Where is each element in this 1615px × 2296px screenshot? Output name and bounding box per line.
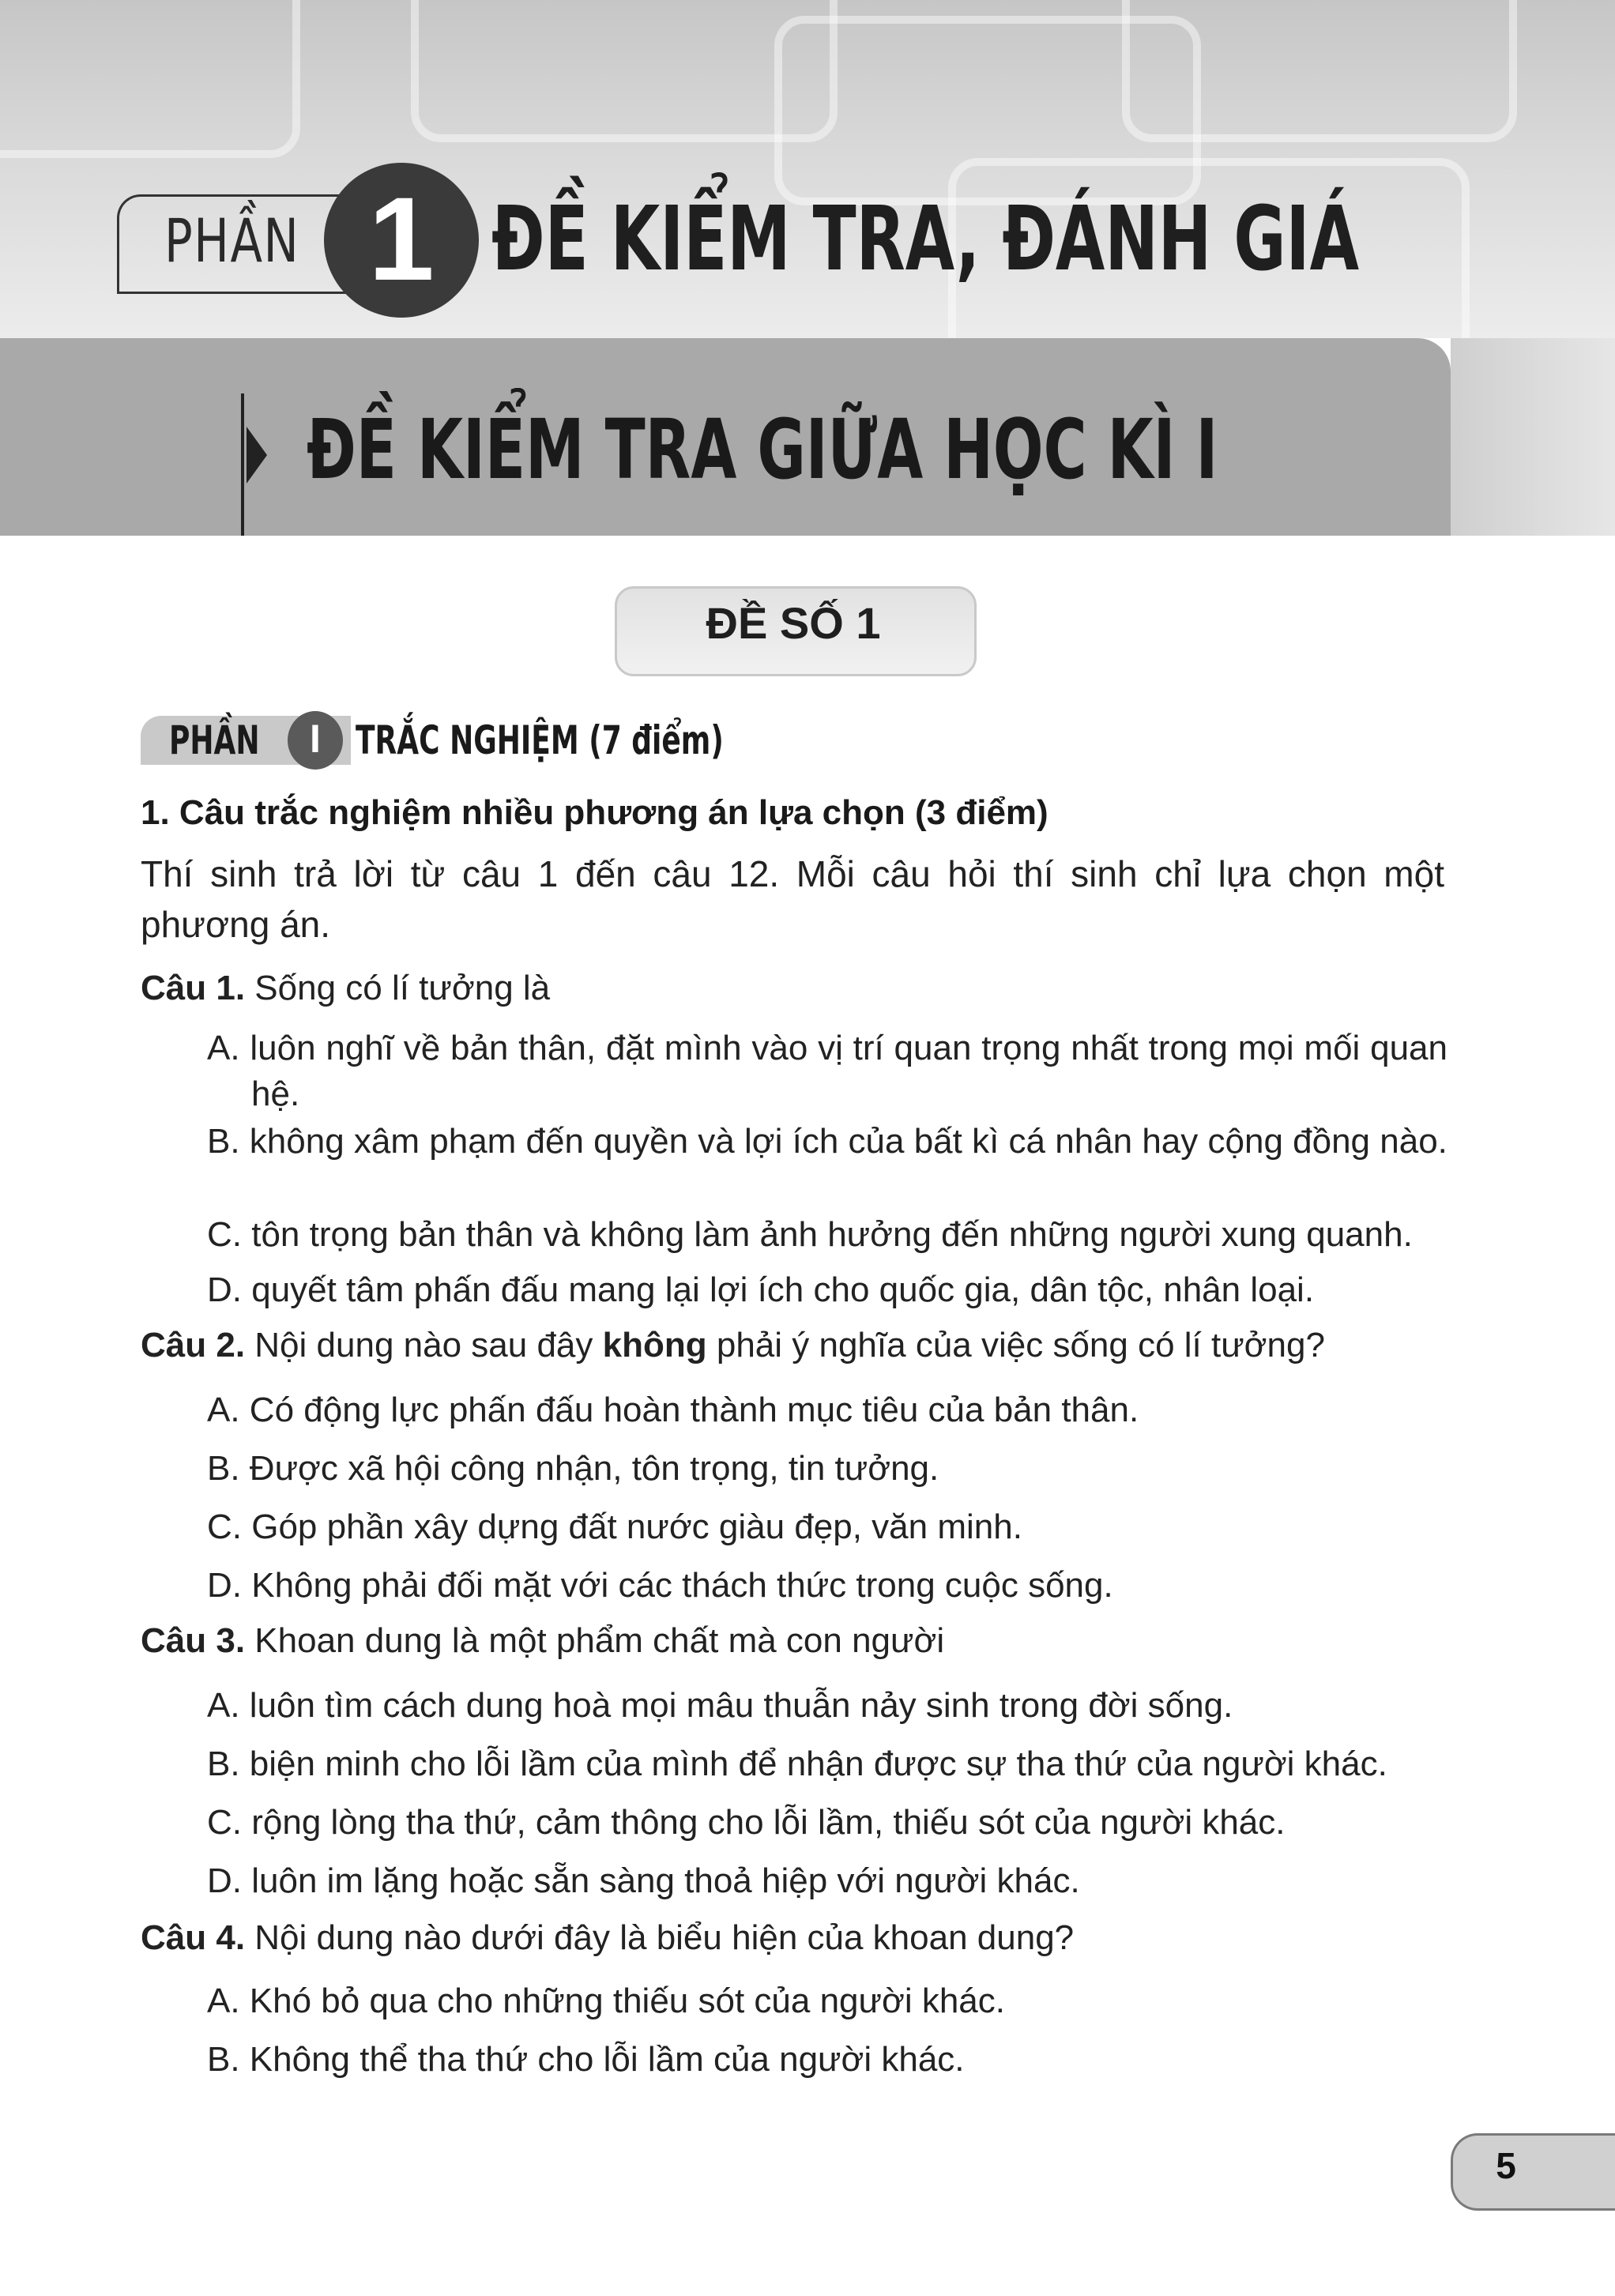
section-badge-number: I [310,717,321,761]
section-banner-edge [1451,338,1615,536]
question-4 [141,1918,1074,1958]
question-1 [141,969,550,1008]
option-2c: C. Góp phần xây dựng đất nước giàu đẹp, văn minh. [207,1507,1022,1546]
question-text-before: Nội dung nào sau đây [254,1326,593,1364]
option-2b: B. Được xã hội công nhận, tôn trọng, tin tưởng. [207,1449,939,1488]
exam-label: ĐỀ SỐ 1 [706,598,881,648]
option-4b: B. Không thể tha thứ cho lỗi lầm của người khác. [207,2040,965,2079]
page-number: 5 [1496,2145,1516,2186]
option-2d: D. Không phải đối mặt với các thách thức trong cuộc sống. [207,1566,1113,1605]
option-1a: A. luôn nghĩ về bản thân, đặt mình vào vị trí quan trọng nhất trong mọi mối quan hệ. [207,1029,1447,1113]
option-1b: B. không xâm phạm đến quyền và lợi ích của bất kì cá nhân hay cộng đồng nào. [207,1122,1447,1161]
option-2a: A. Có động lực phấn đấu hoàn thành mục tiêu của bản thân. [207,1391,1139,1429]
section-rule [241,393,244,536]
section-title: ĐỀ KIỂM TRA GIỮA HỌC KÌ I [307,401,1218,498]
option-3d: D. luôn im lặng hoặc sẵn sàng thoả hiệp với người khác. [207,1861,1080,1900]
option-3b: B. biện minh cho lỗi lầm của mình để nhận được sự tha thứ của người khác. [207,1745,1387,1783]
part-number: 1 [368,172,435,305]
header-decoration [1122,0,1517,142]
header-decoration [0,0,300,158]
subheading: 1. Câu trắc nghiệm nhiều phương án lựa chọn (3 điểm) [141,793,1048,832]
section-title-mc: TRẮC NGHIỆM (7 điểm) [356,717,724,763]
header-decoration [411,0,838,142]
section-arrow-icon [247,427,267,484]
instruction: Thí sinh trả lời từ câu 1 đến câu 12. Mỗi câu hỏi thí sinh chỉ lựa chọn một phương án. [141,853,1444,945]
option-1c: C. tôn trọng bản thân và không làm ảnh hưởng đến những người xung quanh. [207,1215,1413,1254]
question-text-after: phải ý nghĩa của việc sống có lí tưởng? [716,1326,1325,1364]
option-3c: C. rộng lòng tha thứ, cảm thông cho lỗi lầm, thiếu sót của người khác. [207,1803,1286,1842]
question-text: Nội dung nào dưới đây là biểu hiện của khoan dung? [254,1918,1075,1957]
question-number: Câu 3. [141,1621,246,1660]
question-3 [141,1621,944,1661]
question-text: Sống có lí tưởng là [254,969,551,1007]
part-label: PHẦN [164,205,300,276]
question-2 [141,1326,1325,1365]
option-4a: A. Khó bỏ qua cho những thiếu sót của người khác. [207,1982,1005,2020]
option-1d: D. quyết tâm phấn đấu mang lại lợi ích cho quốc gia, dân tộc, nhân loại. [207,1270,1315,1309]
question-number: Câu 1. [141,969,246,1007]
question-number: Câu 4. [141,1918,246,1957]
question-text: Khoan dung là một phẩm chất mà con người [254,1621,945,1660]
option-3a: A. luôn tìm cách dung hoà mọi mâu thuẫn nảy sinh trong đời sống. [207,1686,1233,1725]
part-title: ĐỀ KIỂM TRA, ĐÁNH GIÁ [491,188,1359,291]
question-text-emphasis: không [602,1326,707,1364]
section-badge-label: PHẦN [169,717,260,763]
question-number: Câu 2. [141,1326,246,1364]
